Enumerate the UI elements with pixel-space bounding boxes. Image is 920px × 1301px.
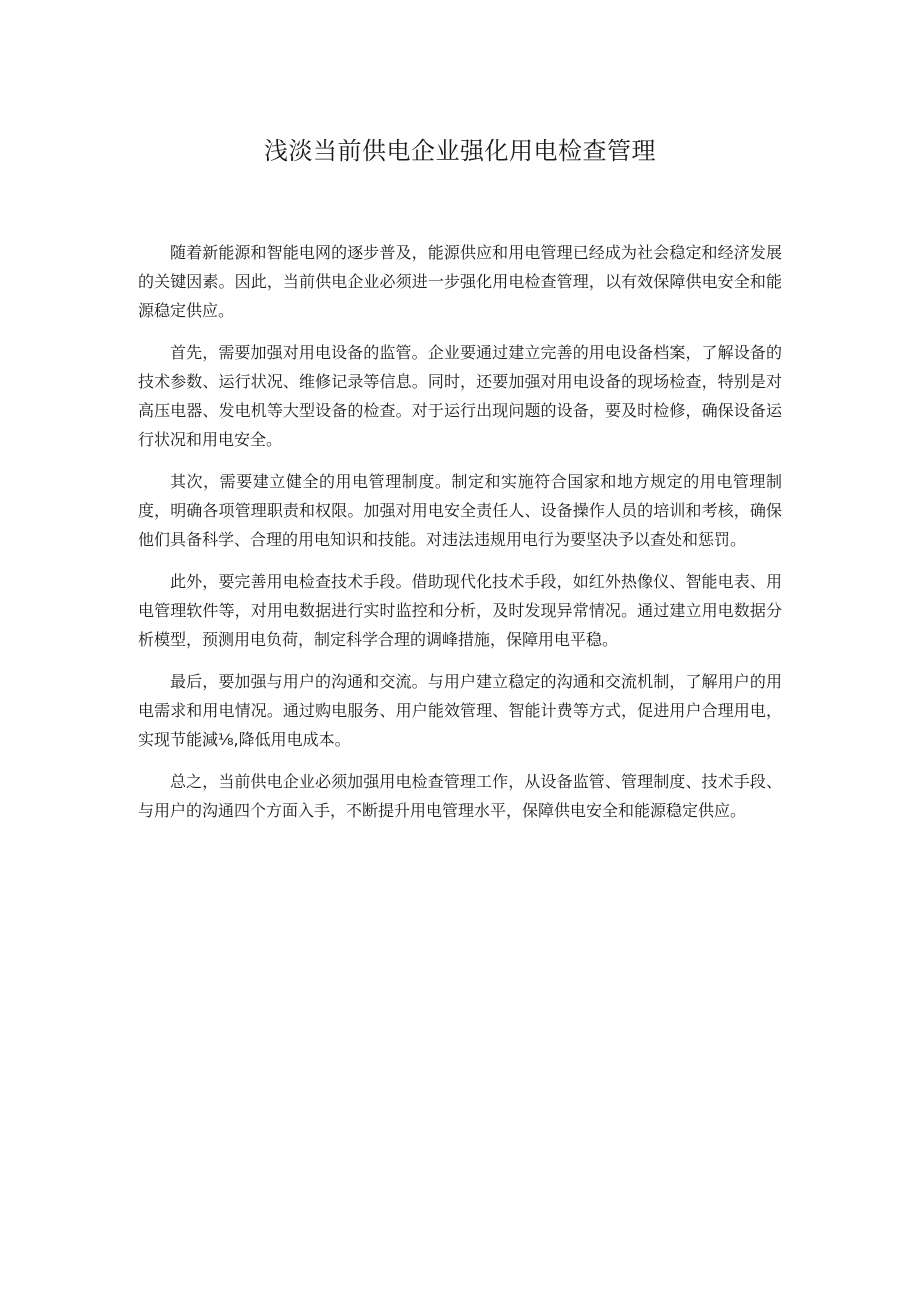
paragraph-conclusion: 总之，当前供电企业必须加强用电检查管理工作，从设备监管、管理制度、技术手段、与用户的沟通四个方面入手，不断提升用电管理水平，保障供电安全和能源稳定供应。 xyxy=(138,772,782,820)
paragraph-equipment-supervision: 首先，需要加强对用电设备的监管。企业要通过建立完善的用电设备档案，了解设备的技术参数、运行状况、维修记录等信息。同时，还要加强对用电设备的现场检查，特别是对高压电器、发电机等大型设备的检查。对于运行出现问题的设备，要及时检修，确保设备运行状况和用电安全。 xyxy=(138,343,782,449)
paragraph-management-system: 其次，需要建立健全的用电管理制度。制定和实施符合国家和地方规定的用电管理制度，明确各项管理职责和权限。加强对用电安全责任人、设备操作人员的培训和考核，确保他们具备科学、合理的用电知识和技能。对违法违规用电行为要坚决予以查处和惩罚。 xyxy=(138,472,782,549)
paragraph-intro: 随着新能源和智能电网的逐步普及，能源供应和用电管理已经成为社会稳定和经济发展的关键因素。因此，当前供电企业必须进一步强化用电检查管理，以有效保障供电安全和能源稳定供应。 xyxy=(138,243,782,320)
paragraph-user-communication: 最后，要加强与用户的沟通和交流。与用户建立稳定的沟通和交流机制，了解用户的用电需求和用电情况。通过购电服务、用户能效管理、智能计费等方式，促进用户合理用电，实现节能減⅛,降低用电成本。 xyxy=(138,672,782,749)
document-body xyxy=(138,238,782,838)
paragraph-technical-means: 此外，要完善用电检查技术手段。借助现代化技术手段，如红外热像仪、智能电表、用电管理软件等，对用电数据进行实时监控和分析，及时发现异常情况。通过建立用电数据分析模型，预测用电负荷，制定科学合理的调峰措施，保障用电平稳。 xyxy=(138,572,782,649)
document-title: 浅淡当前供电企业强化用电检查管理 xyxy=(264,137,656,165)
